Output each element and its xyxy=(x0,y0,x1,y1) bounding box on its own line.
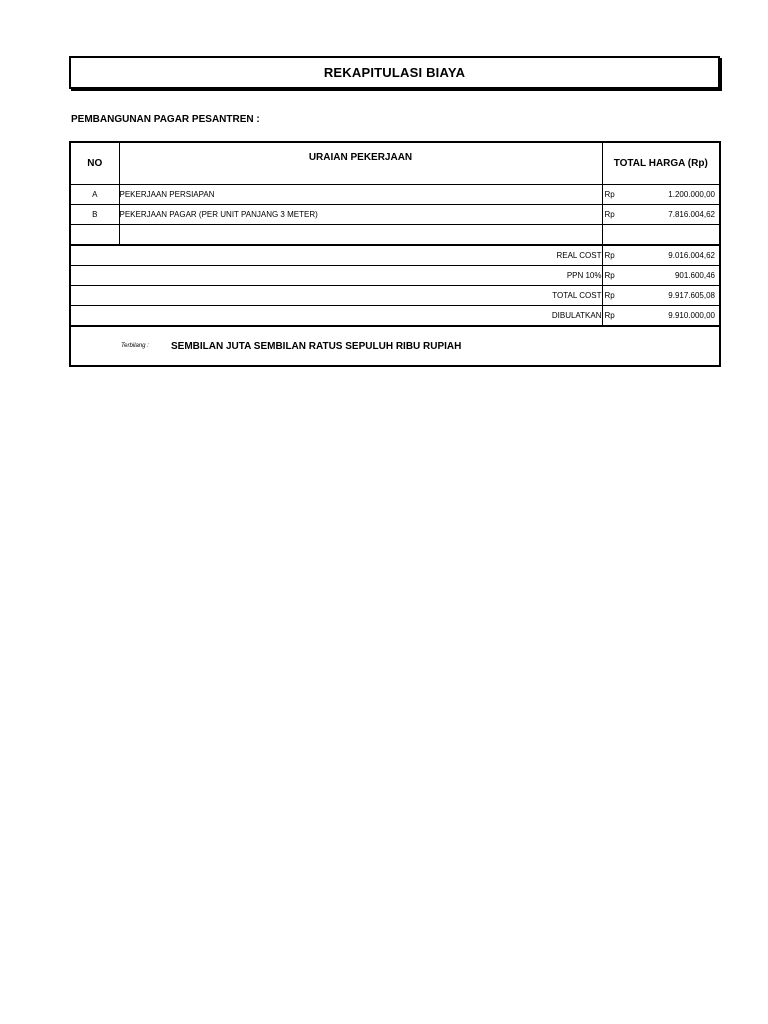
currency-label: Rp xyxy=(604,210,615,219)
item-price xyxy=(602,185,720,205)
summary-value: 9.910.000,00 xyxy=(668,311,715,320)
currency-label: Rp xyxy=(604,271,615,280)
item-description: PEKERJAAN PAGAR (PER UNIT PANJANG 3 METER) xyxy=(119,205,602,225)
summary-label: DIBULATKAN xyxy=(70,306,602,327)
item-no: A xyxy=(70,185,119,205)
project-subtitle: PEMBANGUNAN PAGAR PESANTREN : xyxy=(71,114,260,125)
table-row-empty xyxy=(70,225,720,246)
summary-row-total-cost xyxy=(70,286,720,306)
currency-label: Rp xyxy=(604,190,615,199)
table-row xyxy=(70,205,720,225)
terbilang-text: SEMBILAN JUTA SEMBILAN RATUS SEPULUH RIBU RUPIAH xyxy=(171,340,462,352)
summary-label: PPN 10% xyxy=(70,266,602,286)
price-value: 7.816.004,62 xyxy=(668,210,715,219)
terbilang-row xyxy=(70,326,720,366)
summary-row-dibulatkan xyxy=(70,306,720,327)
terbilang-label: Terbilang : xyxy=(121,343,149,349)
summary-value: 9.917.605,08 xyxy=(668,291,715,300)
empty-cell xyxy=(70,225,119,246)
summary-label: TOTAL COST xyxy=(70,286,602,306)
summary-value: 901.600,46 xyxy=(674,271,715,280)
header-total-harga: TOTAL HARGA (Rp) xyxy=(602,142,720,185)
currency-label: Rp xyxy=(604,311,615,320)
currency-label: Rp xyxy=(604,251,615,260)
price-value: 1.200.000,00 xyxy=(668,190,715,199)
summary-price xyxy=(602,306,720,327)
header-no: NO xyxy=(70,142,119,185)
summary-row-real-cost xyxy=(70,245,720,266)
terbilang-cell xyxy=(70,326,720,366)
summary-value: 9.016.004,62 xyxy=(668,251,715,260)
table-row xyxy=(70,185,720,205)
title-text: REKAPITULASI BIAYA xyxy=(323,65,466,80)
summary-price xyxy=(602,245,720,266)
table-header-row xyxy=(70,142,720,185)
summary-price xyxy=(602,286,720,306)
summary-price xyxy=(602,266,720,286)
empty-cell xyxy=(119,225,602,246)
summary-label: REAL COST xyxy=(70,245,602,266)
document-title xyxy=(69,56,720,89)
item-description: PEKERJAAN PERSIAPAN xyxy=(119,185,602,205)
item-price xyxy=(602,205,720,225)
currency-label: Rp xyxy=(604,291,615,300)
item-no: B xyxy=(70,205,119,225)
header-uraian: URAIAN PEKERJAAN xyxy=(119,142,602,185)
empty-cell xyxy=(602,225,720,246)
summary-row-ppn xyxy=(70,266,720,286)
cost-recap-table xyxy=(69,141,721,367)
